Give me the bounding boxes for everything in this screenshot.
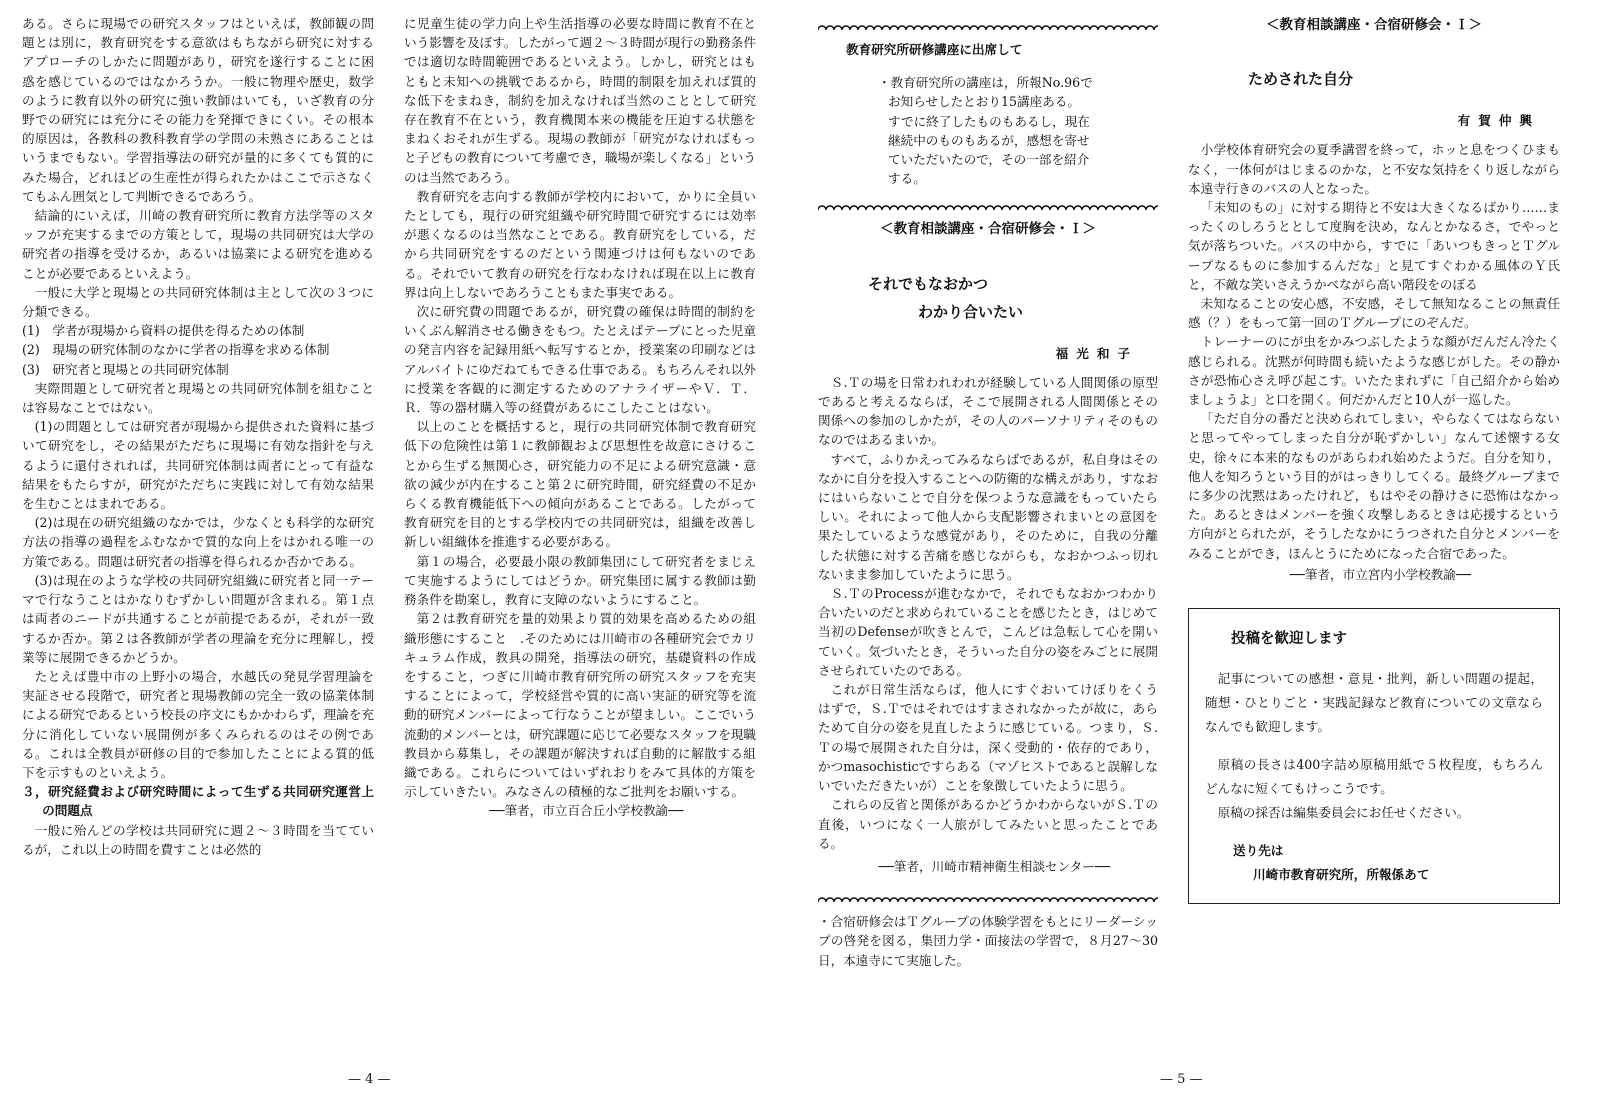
right-page-column-1 bbox=[818, 14, 1158, 970]
page-number-right: — 5 — bbox=[1160, 1072, 1203, 1087]
byline-yurigaoka: ──筆者，市立百合丘小学校教諭── bbox=[489, 803, 684, 819]
paragraph: Ｓ.ＴのProcessが進むなかで，それでもなおかつわかり合いたいのだと求められていることを感じたとき，はじめて当初のDefenseが吹きとんで，こんどは急転して心を開いていく。気づいたとき，そういった自分の姿をみごとに展開させられていたのである。 bbox=[818, 586, 1158, 678]
author-fukumitsu: 福光和子 bbox=[1055, 345, 1138, 361]
paragraph: (2)は現在の研究組織のなかでは，少なくとも科学的な研究方法の指導の過程をふむなかで質的な向上をはかれる唯一の方策である。問題は研究者の指導を得られるか否かである。 bbox=[22, 515, 374, 569]
wavy-divider bbox=[818, 202, 1158, 210]
footnote-camp: ・合宿研修会はＴグループの体験学習をもとにリーダーシップの啓発を図る，集団力学・面接法の学習で，８月27〜30日，本遠寺にて実施した。 bbox=[818, 914, 1158, 968]
notice-line: ・教育研究所の講座は，所報No.96で bbox=[878, 75, 1093, 91]
wavy-divider bbox=[818, 22, 1158, 30]
notice-line: する。 bbox=[888, 171, 926, 187]
notice-title: 教育研究所研修講座に出席して bbox=[846, 42, 1023, 57]
paragraph: に児童生徒の学力向上や生活指導の必要な時間に教育不在という影響を及ぼす。したがって週２〜３時間が現行の勤務条件では適切な時間範囲であるといえよう。しかし，研究とはもともと未知への挑戦であるから，時間的制限を加えれば質的な低下をまねき，制約を加えなければ当然のこととして研究存在教育不在という，教育機関本来の機能を圧迫する状態をまねくおそれが生ずる。現場の教師が「研究がなければもっと子どもの教育について考慮でき，職場が楽しくなる」というのは当然であろう。 bbox=[404, 16, 756, 185]
paragraph: これらの反省と関係があるかどうかわからないがＳ.Ｔの直後，いつになく一人旅がしてみたいと思ったことである。 bbox=[818, 797, 1158, 851]
article-title-1b: わかり合いたい bbox=[918, 302, 1024, 321]
series-label-1: ＜教育相談講座・合宿研修会・Ｉ＞ bbox=[880, 221, 1096, 238]
left-page-column-2 bbox=[404, 14, 756, 821]
left-page-column-1 bbox=[22, 14, 374, 859]
right-page-column-2 bbox=[1188, 14, 1560, 904]
paragraph: 結論的にいえば，川崎の教育研究所に教育方法学等のスタッフが充実するまでの方策として，現場の共同研究は大学の研究者の指導を受けるか，あるいは協業による研究を進めることが必要であるといえよう。 bbox=[22, 208, 374, 281]
box-title: 投稿を歓迎します bbox=[1231, 630, 1347, 648]
paragraph: 教育研究を志向する教師が学校内において，かりに全員いたとしても，現行の研究組織や研究時間で研究するには効率が悪くなるのは当然なことである。教育研究をしている，だから共同研究をするのだという関連づけは何もないのである。それでいて教育の研究を行なわなければ現在以上に教育界は向上しないであろうこともまた事実である。 bbox=[404, 188, 756, 300]
wavy-divider bbox=[818, 894, 1158, 902]
box-send-to: 川崎市教育研究所，所報係あて bbox=[1253, 867, 1430, 883]
paragraph: 一般に大学と現場との共同研究体制は主として次の３つに分類できる。 bbox=[22, 284, 375, 320]
box-send-label: 送り先は bbox=[1233, 843, 1284, 859]
paragraph: 第２は教育研究を量的効果より質的効果を高めるための組織形態にすること .そのためには川崎市の各種研究会でカリキュラム作成，教具の開発，指導法の研究，基礎資料の作成をすること，つぎに川崎市教育研究所の研究スタッフを充実することによって，学校経営や質的に高い実証的研究等を流動的研究メンバーによって行なうことが望ましい。ここでいう流動的メンバーとは，研究課題に応じて必要なスタッフを現職教員から募集し，その課題が解決すれば自動的に解散する組織である。これらについてはいずれおりをみて具体的方策を示していきたい。みなさんの積極的なご批判をお願いする。 bbox=[404, 611, 756, 800]
paragraph: ある。さらに現場での研究スタッフはといえば，教師観の問題とは別に，教育研究をする意欲はもちながら研究に対するアプローチのしかたに問題があり，研究を遂行することに困惑を感じているのではなかろうか。一般に物理や歴史，数学のように教育以外の研究に強い教師はいても，いざ教育の分野での研究には充分にその能力を発揮できにくい。その根本的原因は，各教科の教科教育学の学問の未熟さにあることはいうまでもない。学習指導法の研究が量的に多くても質的にみた場合，どれほどの生産性が得られたかはここで示さなくてもふん囲気として判断できるであろう。 bbox=[22, 16, 374, 204]
byline-miyauchi: ──筆者，市立宮内小学校教諭── bbox=[1289, 566, 1472, 582]
author-ariga: 有賀仲興 bbox=[1457, 113, 1540, 129]
paragraph: 一般に殆んどの学校は共同研究に週２〜３時間を当てているが，これ以上の時間を費すことは必然的 bbox=[22, 822, 375, 857]
paragraph: (3)は現在のような学校の共同研究組織に研究者と同一テーマで行なうことはかなりむずかしい問題が含まれる。第１点は両者のニードが共通することが前提であるが，それが一致するか否か。第２は各教師が学者の理論を充分に理解し，授業等に展開できるかどうか。 bbox=[22, 572, 374, 665]
paragraph: すべて，ふりかえってみるならばであるが，私自身はそのなかに自分を投入することへの防衛的な構えがあり，すなおにはいらないことで自分を保つような意識をもっていたらしい。それによって他人から支配影響されまいとの意図を果たしているような感覚があり，そのために，自我の分離した状態に対する苦痛を感じながらも，なおかつふっ切れないまま参加していたように思う。 bbox=[818, 451, 1158, 582]
article-title-1a: それでもなおかつ bbox=[868, 274, 989, 293]
page-number-left: — 4 — bbox=[348, 1072, 391, 1087]
paragraph: 第１の場合，必要最小限の教師集団にして研究者をまじえて実施するようにしてはどうか。研究集団に属する教師は勤務条件を勘案し，教育に支障のないようにすること。 bbox=[404, 553, 756, 608]
series-label-2: ＜教育相談講座・合宿研修会・Ｉ＞ bbox=[1266, 17, 1482, 33]
paragraph: 小学校体育研究会の夏季講習を終って，ホッと息をつくひまもなく，一体何がはじまるのかな，と不安な気持をくり返しながら本遠寺行きのバスの人となった。 bbox=[1188, 142, 1560, 196]
paragraph: これが日常生活ならば，他人にすぐおいてけぼりをくうはずで，Ｓ.Ｔではそれではすまされなかったが故に，あらためて自分の姿を見直したように感じている。つまり，Ｓ.Ｔの場で展開された自分は，深く受動的・依存的であり，かつmasochisticですらある（マゾヒストであると誤解しないでいただきたいが）ことを象徴していたように思う。 bbox=[818, 682, 1158, 794]
notice-line: 継続中のものもあるが，感想を寄せ bbox=[888, 132, 1090, 148]
paragraph: ３，研究経費および研究時間によって生ずる共同研究運営上の問題点 bbox=[22, 784, 374, 819]
paragraph: 「ただ自分の番だと決められてしまい，やらなくてはならないと思ってやってしまった自分が恥ずかしい」なんて述懐する女史，徐々に本来的なものがあらわれ始めたようだ。自分を知り，他人を知ろうという目的がはっきりしてくる。最終グループまでに多少の沈黙はあったけれど，もはやその静けさに恐怖はなかった。あるときはメンバーを強く攻撃しあるときは応援するという方向がとられたが，そうしたなかにうつされた自分とメンバーをみることができ，ほんとうにためになった合宿であった。 bbox=[1188, 411, 1560, 561]
byline-seishin: ──筆者，川崎市精神衛生相談センター── bbox=[878, 858, 1110, 874]
article-title-2: ためされた自分 bbox=[1248, 70, 1354, 89]
paragraph: 未知なることの安心感，不安感，そして無知なることの無責任感（？）をもって第一回のＴグループにのぞんだ。 bbox=[1188, 296, 1560, 331]
paragraph: 「未知のもの」に対する期待と不安は大きくなるばかり……まったくのしろうととして度胸を決め，なんとかなるさ，でやっと気が落ちついた。バスの中から，すでに「あいつもきっとＴグループなるものに参加するんだな」と見てすぐわかる風体のＹ氏と，不敵な笑いさえうかべながら高い階段をのぼる bbox=[1188, 200, 1560, 292]
paragraph: (2) 現場の研究体制のなかに学者の指導を求める体制 bbox=[22, 342, 330, 358]
paragraph: (1)の問題としては研究者が現場から提供された資料に基づいて研究をし，その結果がただちに現場に有効な指針を与えるように還付されれば，共同研究体制は両者にとって有益な結果をもたらすが，研究がただちに実践に対して有効な結果を生むことはまれである。 bbox=[22, 419, 374, 512]
notice-body bbox=[818, 73, 1158, 188]
box-paragraph-1: 記事についての感想・意見・批判，新しい問題の提起，随想・ひとりごと・実践記録など教育についての文章ならなんでも歓迎します。 bbox=[1205, 671, 1543, 735]
paragraph: 実際問題として研究者と現場との共同研究体制を組むことは容易なことではない。 bbox=[22, 380, 375, 416]
paragraph: 次に研究費の問題であるが，研究費の確保は時間的制約をいくぶん解消させる働きをもつ。たとえばテープにとった児童の発言内容を記録用紙へ転写するとか，授業案の印刷などはアルバイトにゆだねてもできる仕事である。もちろんそれ以外に授業を客観的に測定するためのアナライザーやＶ．Ｔ．Ｒ．等の器材購入等の経費があるにこしたことはない。 bbox=[404, 304, 756, 416]
box-paragraph-3: 原稿の採否は編集委員会にお任せください。 bbox=[1217, 805, 1470, 821]
contribution-box bbox=[1188, 608, 1560, 904]
paragraph: たとえば豊中市の上野小の場合，水越氏の発見学習理論を実証させる段階で，研究者と現場教師の完全一致の協業体制による研究であるという校長の序文にもかかわらず，理論を充分に消化していない展開例が多くみられるのはその例である。これは全教員が研修の目的で参加したことによる質的低下を示すものといえよう。 bbox=[22, 668, 374, 780]
notice-line: すでに終了したものもあるし，現在 bbox=[888, 113, 1090, 129]
notice-line: お知らせしたとおり15講座ある。 bbox=[888, 94, 1080, 110]
notice-line: ていただいたので，その一部を紹介 bbox=[888, 152, 1090, 168]
paragraph: トレーナーのにが虫をかみつぶしたような顔がだんだん冷たく感じられる。沈黙が何時間も続いたような感じがした。その静かさが恐怖心さえ呼び起こす。いたたまれずに「自己紹介から始めましょうよ」と口を開く。何だかんだと10人が一巡した。 bbox=[1188, 334, 1560, 408]
paragraph: (3) 研究者と現場との共同研究体制 bbox=[22, 361, 229, 377]
paragraph: (1) 学者が現場から資料の提供を得るための体制 bbox=[22, 323, 305, 339]
box-paragraph-2: 原稿の長さは400字詰め原稿用紙で５枚程度，もちろんどんなに短くてもけっこうです。 bbox=[1205, 757, 1543, 797]
paragraph: 以上のことを概括すると，現行の共同研究体制で教育研究低下の危険性は第１に教師観および思想性を故意にさけることから生ずる無関心さ，研究能力の不足による研究意識・意欲の減少が内在すること第２に研究時間，研究経費の不足からくる教育機能低下への傾向があることである。したがって教育研究を目的とする学校内での共同研究は，組織を改善し新しい組織体を推進する必要がある。 bbox=[404, 419, 757, 550]
paragraph: Ｓ.Ｔの場を日常われわれが経験している人間関係の原型であると考えるならば，そこで展開される人間関係とその関係への参加のしかたが，その人のパーソナリティそのものなのではあるまいか。 bbox=[818, 374, 1158, 448]
